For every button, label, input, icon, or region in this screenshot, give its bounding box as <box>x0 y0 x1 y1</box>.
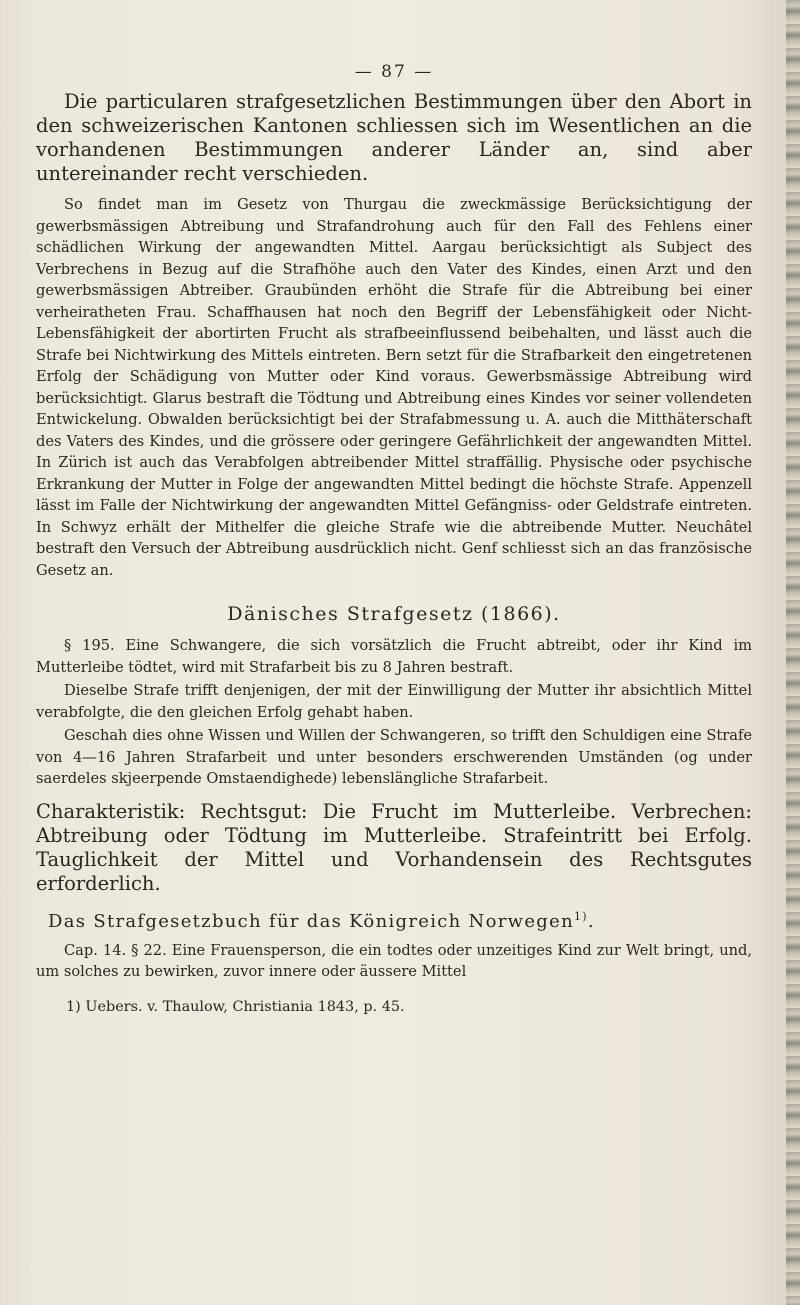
footnote: 1) Uebers. v. Thaulow, Christiania 1843, p. 45. <box>66 998 405 1015</box>
heading-danish-penal-code: Dänisches Strafgesetz (1866). <box>227 603 561 625</box>
footnote-marker: 1) <box>573 909 588 923</box>
page-number: — 87 — <box>354 62 434 82</box>
heading-norwegian-penal-code <box>36 910 752 932</box>
cap14-paragraph: Cap. 14. § 22. Eine Frauensperson, die ein todtes oder unzeitiges Kind zur Welt bringt, und, um solches zu bewirken, zuvor innere oder äussere Mittel <box>36 941 752 980</box>
same-penalty-paragraph: Dieselbe Strafe trifft denjenigen, der mit der Einwilligung der Mutter ihr absichtlich Mittel verabfolgte, die den gleichen Erfolg gehabt haben. <box>36 682 752 721</box>
intro-paragraph: Die particularen strafgesetzlichen Bestimmungen über den Abort in den schweizerischen Kantonen schliessen sich im Wesentlichen an die vorhandenen Bestimmungen anderer Länder an, sind aber untereinander recht verschieden. <box>36 90 752 185</box>
scan-edge <box>786 0 800 1305</box>
without-knowledge-paragraph: Geschah dies ohne Wissen und Willen der Schwangeren, so trifft den Schuldigen eine Strafe von 4—16 Jahren Strafarbeit und unter besonders erschwerenden Umständen (og under saerdeles skjeerpende Omstaendighede) lebenslängliche Strafarbeit. <box>36 727 752 787</box>
characteristic-paragraph: Charakteristik: Rechtsgut: Die Frucht im Mutterleibe. Verbrechen: Abtreibung oder Tödtung im Mutterleibe. Strafeintritt bei Erfolg. Tauglichkeit der Mittel und Vorhandensein des Rechtsgutes erforderlich. <box>36 799 752 895</box>
section-195-paragraph: § 195. Eine Schwangere, die sich vorsätzlich die Frucht abtreibt, oder ihr Kind im Mutterleibe tödtet, wird mit Strafarbeit bis zu 8 Jahren bestraft. <box>36 637 752 676</box>
cantons-paragraph: So findet man im Gesetz von Thurgau die zweckmässige Berücksichtigung der gewerbsmässigen Abtreibung und Strafandrohung auch für den Fall des Fehlens einer schädlichen Wirkung der angewandten Mittel. Aargau berücksichtigt als Subject des Verbrechens in Bezug auf die Strafhöhe auch den Vater des Kindes, einen Arzt und den gewerbsmässigen Abtreiber. Graubünden erhöht die Strafe für die Abtreibung bei einer verheiratheten Frau. Schaffhausen hat noch den Begriff der Lebensfähigkeit oder Nicht-Lebensfähigkeit der abortirten Frucht als strafbeeinflussend beibehalten, und lässt auch die Strafe bei Nichtwirkung des Mittels eintreten. Bern setzt für die Strafbarkeit den eingetretenen Erfolg der Schädigung von Mutter oder Kind voraus. Gewerbsmässige Abtreibung wird berücksichtigt. Glarus bestraft die Tödtung und Abtreibung eines Kindes vor seiner vollendeten Entwickelung. Obwalden berücksichtigt bei der Strafabmessung u. A. auch die Mitthäterschaft des Vaters des Kindes, und die grössere oder geringere Gefährlichkeit der angewandten Mittel. In Zürich ist auch das Verabfolgen abtreibender Mittel straffällig. Physische oder psychische Erkrankung der Mutter in Folge der angewandten Mittel bedingt die höchste Strafe. Appenzell lässt im Falle der Nichtwirkung der angewandten Mittel Gefängniss- oder Geldstrafe eintreten. In Schwyz erhält der Mithelfer die gleiche Strafe wie die abtreibende Mutter. Neuchâtel bestraft den Versuch der Abtreibung ausdrücklich nicht. Genf schliesst sich an das französische Gesetz an. <box>36 196 752 579</box>
heading-norway-period: . <box>587 910 595 932</box>
heading-norway-text: Das Strafgesetzbuch für das Königreich Norwegen <box>48 910 574 932</box>
page-content <box>36 62 752 1017</box>
